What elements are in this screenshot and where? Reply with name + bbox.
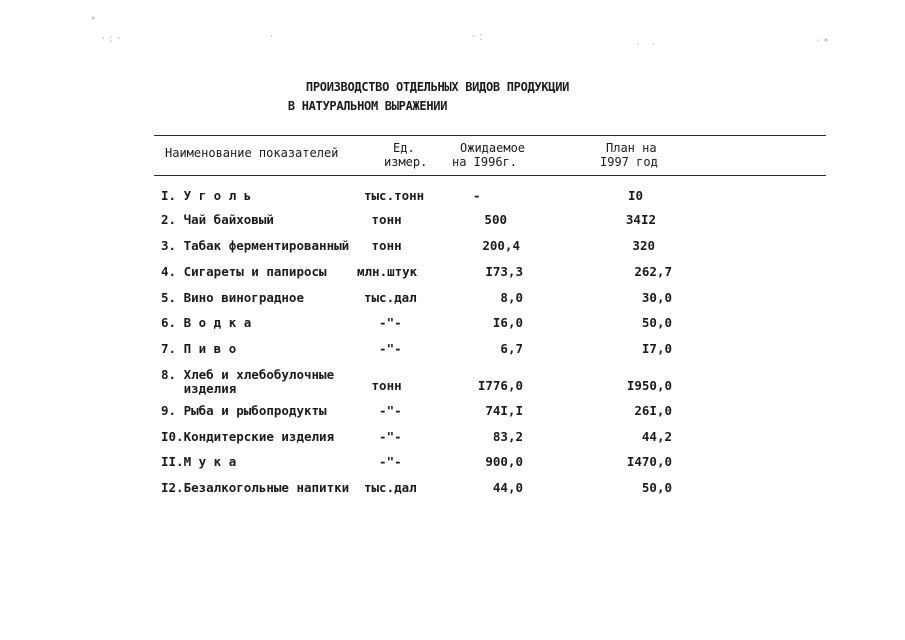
header-unit-line2: измер. <box>384 155 428 169</box>
row-unit: тыс.дал <box>364 480 417 495</box>
row-unit: -"- <box>364 341 402 356</box>
row-plan: 320 <box>632 238 655 253</box>
scan-speck: ·• <box>815 34 831 47</box>
header-plan-line2: I997 год <box>600 155 658 169</box>
document-title-line1: ПРОИЗВОДСТВО ОТДЕЛЬНЫХ ВИДОВ ПРОДУКЦИИ <box>305 80 570 94</box>
row-plan: 50,0 <box>641 315 672 330</box>
row-plan: I7,0 <box>641 341 672 356</box>
row-unit: -"- <box>364 403 402 418</box>
row-expected: 8,0 <box>500 290 523 305</box>
row-expected: I6,0 <box>492 315 523 330</box>
header-unit-line1: Ед. <box>393 141 415 155</box>
table-row <box>0 213 905 227</box>
scan-speck: ·: <box>470 30 486 43</box>
header-expected-line2: на I996г. <box>452 155 518 169</box>
row-plan: 50,0 <box>641 480 672 495</box>
row-plan: I950,0 <box>626 378 672 393</box>
scan-speck: · · <box>635 38 658 51</box>
row-expected: 500 <box>484 212 507 227</box>
scan-speck: · <box>268 30 276 43</box>
row-expected: 6,7 <box>500 341 523 356</box>
row-plan: 44,2 <box>641 429 672 444</box>
header-name: Наименование показателей <box>165 146 339 160</box>
table-row <box>0 342 905 356</box>
row-name: 3. Табак ферментированный <box>161 238 350 253</box>
row-name: 4. Сигареты и папиросы <box>161 264 327 279</box>
row-name: 6. В о д к а <box>161 315 252 330</box>
row-name: I. У г о л ь <box>161 188 252 203</box>
row-expected: 200,4 <box>482 238 520 253</box>
row-expected: I73,3 <box>485 264 523 279</box>
row-name: 2. Чай байховый <box>161 212 274 227</box>
table-row <box>0 481 905 495</box>
table-row <box>0 291 905 305</box>
row-name: 9. Рыба и рыбопродукты <box>161 403 327 418</box>
row-unit: тонн <box>364 378 402 393</box>
row-unit: тонн <box>364 212 402 227</box>
table-row <box>0 316 905 330</box>
table-row <box>0 430 905 444</box>
row-expected: 44,0 <box>492 480 523 495</box>
table-row <box>0 189 905 203</box>
row-plan: 34I2 <box>625 212 656 227</box>
row-unit: млн.штук <box>357 264 418 279</box>
table-row <box>0 455 905 469</box>
header-expected-line1: Ожидаемое <box>460 141 526 155</box>
row-unit: тыс.дал <box>364 290 417 305</box>
table-row <box>0 239 905 253</box>
row-name: 7. П и в о <box>161 341 237 356</box>
header-plan-line1: План на <box>606 141 657 155</box>
row-unit: -"- <box>364 454 402 469</box>
row-unit: -"- <box>364 429 402 444</box>
row-name: II.М у к а <box>161 454 237 469</box>
scan-speck: • <box>90 12 98 25</box>
row-name: 8. Хлеб и хлебобулочные изделия <box>161 367 335 396</box>
row-plan: 30,0 <box>641 290 672 305</box>
row-expected: - <box>473 188 481 203</box>
table-row <box>0 404 905 418</box>
row-name: I2.Безалкогольные напитки <box>161 480 350 495</box>
document-title-line2: В НАТУРАЛЬНОМ ВЫРАЖЕНИИ <box>287 99 448 113</box>
row-unit: -"- <box>364 315 402 330</box>
row-name: I0.Кондитерские изделия <box>161 429 335 444</box>
row-name: 5. Вино виноградное <box>161 290 304 305</box>
row-plan: 26I,0 <box>634 403 672 418</box>
row-expected: 900,0 <box>485 454 523 469</box>
row-plan: I0 <box>627 188 643 203</box>
table-row <box>0 265 905 279</box>
scan-speck: ·:· <box>100 32 123 45</box>
row-expected: I776,0 <box>477 378 523 393</box>
row-unit: тонн <box>364 238 402 253</box>
row-unit: тыс.тонн <box>364 188 425 203</box>
row-plan: I470,0 <box>626 454 672 469</box>
row-plan: 262,7 <box>634 264 672 279</box>
table-row <box>0 368 905 396</box>
row-expected: 74I,I <box>485 403 523 418</box>
row-expected: 83,2 <box>492 429 523 444</box>
